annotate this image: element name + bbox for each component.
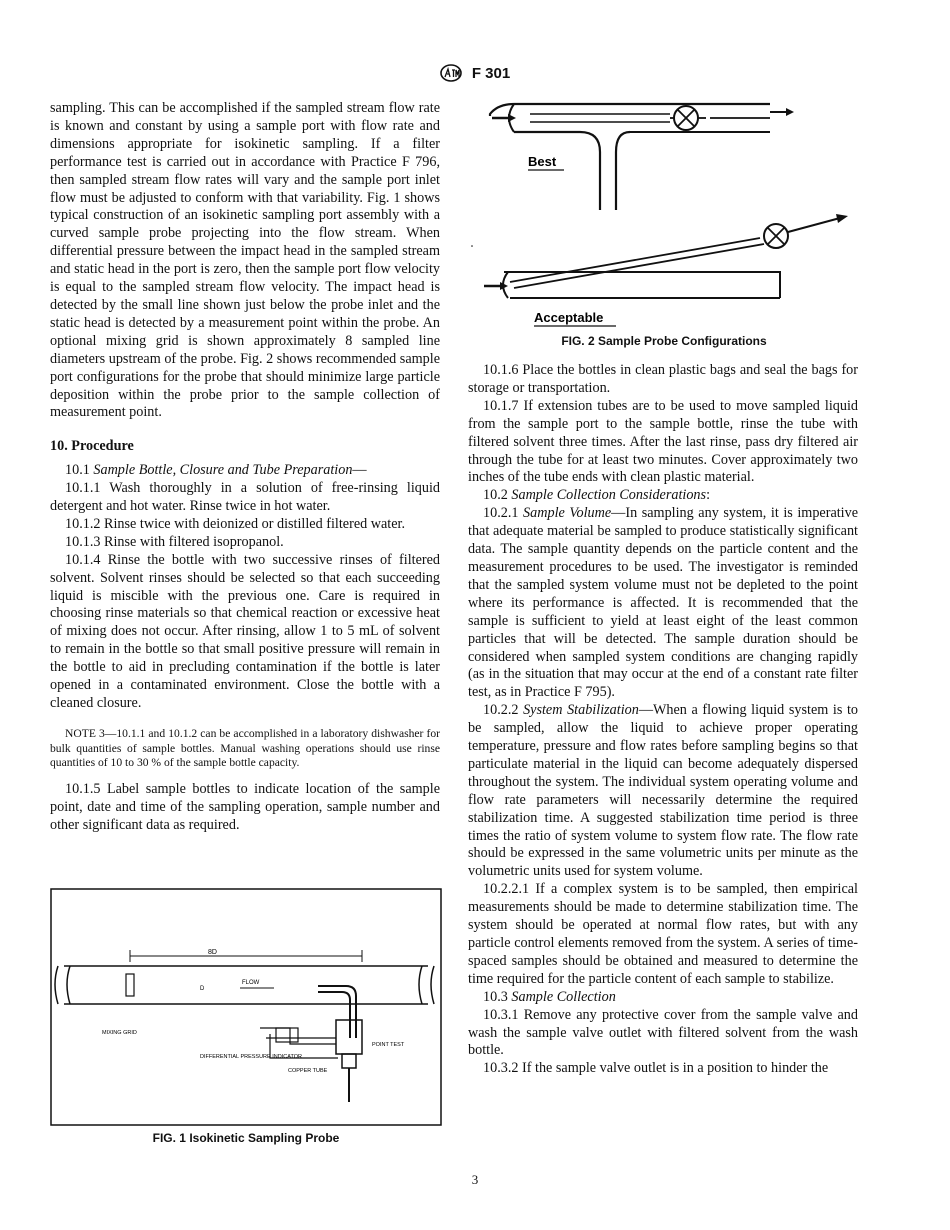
fig1-flow-label: FLOW [242, 980, 260, 986]
figure-1-caption: FIG. 1 Isokinetic Sampling Probe [152, 1131, 340, 1145]
astm-logo-icon [440, 64, 462, 82]
paragraph-10-2-1: 10.2.1 Sample Volume—In sampling any system, it is imperative that adequate material be sampled to produce statistically significant data. The sample quantity depends on the particle content and the measurement procedures to be used. The investigator is reminded that the sampled system volume must not be depleted to the point where its performance is affected. It is recommended that the sample is sufficient to yield at least eight of the least common particles that will be detected. The sample duration should be considered when sampled system conditions are changing rapidly (as in the situation that may occur at the end of a constant rate filter test, as in Practice F 795). [468, 505, 859, 701]
figure-2-drawing [470, 86, 860, 334]
fig2-acceptable-label: Acceptable [534, 310, 604, 325]
paragraph-10-1-5: 10.1.5 Label sample bottles to indicate location of the sample point, date and time of the sampling operation, sample number and other significant data as required. [50, 780, 440, 833]
fig1-dp-label: DIFFERENTIAL PRESSURE INDICATOR [200, 1054, 302, 1060]
paragraph-10-1-4: 10.1.4 Rinse the bottle with two successive rinses of filtered solvent. Solvent rinses should be selected so that each succeeding liquid is miscible with the previous one. Care is required in choosing rinse materials so that chemical reaction or excessive heat of mixing does not occur. After rinsing, allow 1 to 5 mL of solvent to remain in the bottle so that small positive pressure will remain in the bottle to aid in precluding contamination if the bottle is later opened in a contaminated environment. Close the bottle with a cleaned closure. [50, 551, 440, 711]
paragraph-10-1-1: 10.1.1 Wash thoroughly in a solution of free-rinsing liquid detergent and hot water. Rinse twice in hot water. [50, 480, 440, 515]
paragraph-10-2-2: 10.2.2 System Stabilization—When a flowing liquid system is to be sampled, allow the liquid to achieve proper operating temperature, pressure and flow rates before sampling begins so that particulate material in the liquid can become adequately dispersed throughout the system. The individual system operating volume and flow rate parameters will necessarily determine the required stabilization time. A suggested stabilization time period is three times the ratio of system volume to system flow rate. The flow rate should be expressed in the same volumetric units per minute as the volumetric units used for system volume. [468, 702, 858, 880]
fig2-best-label: Best [528, 154, 557, 169]
paragraph-10-3: 10.3 Sample Collection [483, 988, 616, 1005]
fig1-port-label: POINT TEST [372, 1042, 405, 1048]
paragraph-10-1-7: 10.1.7 If extension tubes are to be used to move sampled liquid from the sample port to the sample bottle, rinse the tube with filtered solvent three times. After the last rinse, pass dry filtered air through the tube for at least two minutes. Cover approximately two inches of the tube ends with clean plastic material. [468, 397, 858, 486]
fig1-dimension-label: 8D [208, 949, 217, 956]
paragraph-10-2: 10.2 Sample Collection Considerations: [483, 487, 711, 504]
figure-1-drawing [50, 888, 442, 1126]
paragraph-10-1-3: 10.1.3 Rinse with filtered isopropanol. [65, 533, 284, 550]
paragraph-10-1-2: 10.1.2 Rinse twice with deionized or distilled filtered water. [65, 515, 406, 532]
fig1-grid-label: MIXING GRID [102, 1030, 137, 1036]
paragraph-10-3-1: 10.3.1 Remove any protective cover from the sample valve and wash the sample valve outlet with filtered solvent from the wash bottle. [468, 1006, 858, 1059]
figure-2-caption: FIG. 2 Sample Probe Configurations [561, 334, 767, 348]
paragraph-continued: sampling. This can be accomplished if the sampled stream flow rate is known and constant by using a sample port with flow rate and dimensions appropriate for isokinetic sampling. If a filter performance test is carried out in accordance with Practice F 796, then sampled stream flow rates will vary and the sample port inlet flow must be adjusted to conform with that variability. Fig. 1 shows typical construction of an isokinetic sampling port assembly with a curved sample probe projecting into the flow stream. When differential pressure between the impact head in the sampled stream and static head in the port is zero, then the sample port flow velocity is equal to the sampled stream flow velocity. The impact head is detected by the small line shown just below the probe inlet and the static head is detected by a measurement point within the probe. An optional mixing grid is shown approximately 8 sampled line diameters upstream of the probe. Fig. 2 shows recommended sample port configurations for the probe that should minimize large particle deposition within the probe prior to the sample collection of measurement point. [50, 100, 440, 421]
fig1-tube-label: COPPER TUBE [288, 1068, 328, 1074]
paragraph-10-2-2-1: 10.2.2.1 If a complex system is to be sampled, then empirical measurements should be made to determine stabilization time. The system should be operated at normal flow rates, but with any particle control elements removed from the system. A series of time-spaced samples should be obtained and measured to determine the time required for the particle content of each sample to stabilize. [468, 881, 858, 987]
paragraph-10-1: 10.1 Sample Bottle, Closure and Tube Preparation— [65, 462, 367, 479]
right-column [468, 362, 858, 1078]
paragraph-10-3-2: 10.3.2 If the sample valve outlet is in a position to hinder the [483, 1060, 829, 1077]
page-number: 3 [471, 1172, 479, 1187]
fig1-d-label: D [200, 986, 205, 992]
page-header [0, 64, 950, 82]
note-3: NOTE 3—10.1.1 and 10.1.2 can be accomplished in a laboratory dishwasher for bulk quantities of sample bottles. Manual washing operations should use rinse quantities of 10 to 30 % of the sample bottle capacity. [50, 726, 440, 770]
section-heading: 10. Procedure [50, 438, 134, 455]
paragraph-10-1-6: 10.1.6 Place the bottles in clean plastic bags and seal the bags for storage or transportation. [468, 362, 858, 396]
left-column [50, 100, 440, 834]
standard-designation: F 301 [471, 64, 511, 82]
